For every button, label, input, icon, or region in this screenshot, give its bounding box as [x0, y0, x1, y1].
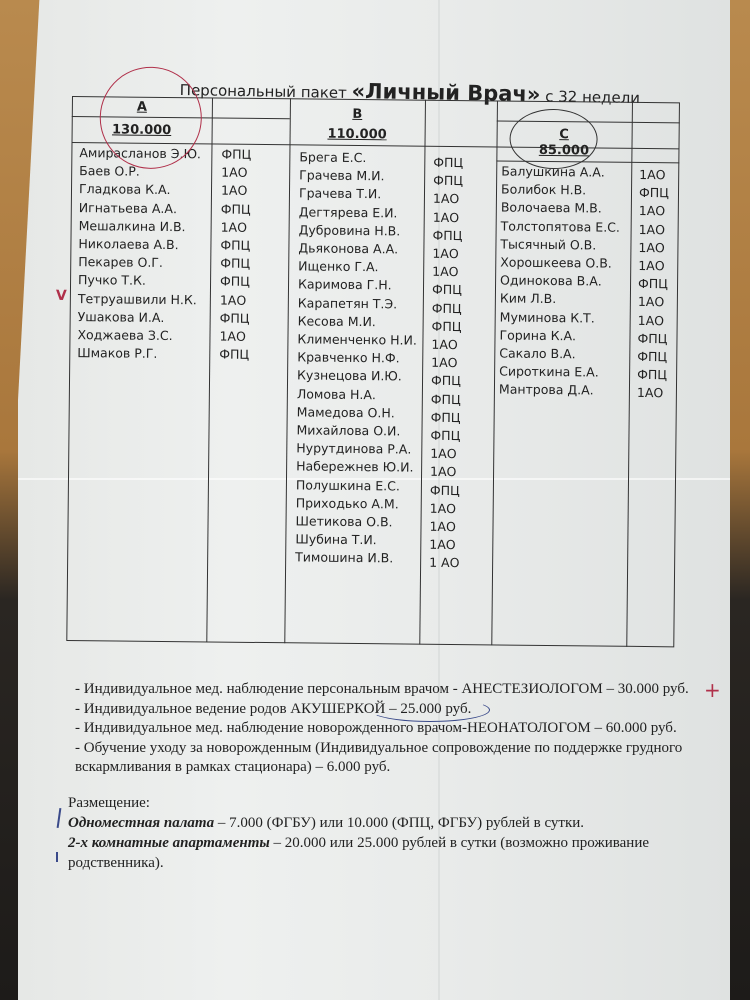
package-a-doctor-list [77, 144, 201, 364]
doctor-name: Полушкина Е.С. [295, 477, 400, 494]
package-b-price: 110.000 [327, 126, 387, 143]
package-b-letter: B [352, 106, 363, 123]
doctor-name: Дубровина Н.В. [298, 222, 401, 239]
department-code: ФПЦ [220, 237, 251, 253]
department-code: 1АО [431, 355, 458, 371]
doctor-name: Пучко Т.К. [77, 272, 146, 289]
doctor-name: Сироткина Е.А. [499, 363, 599, 380]
department-code: 1АО [638, 203, 666, 219]
doctor-name: Шубина Т.И. [295, 531, 377, 548]
department-code: ФПЦ [638, 185, 669, 201]
department-code: 1АО [429, 500, 457, 516]
department-code: 1АО [432, 191, 460, 207]
doctor-name: Приходько А.М. [295, 495, 399, 512]
single-room-label: Одноместная палата [68, 815, 215, 831]
doctor-name: Баев О.Р. [79, 163, 140, 179]
doctor-name: Дьяконова А.А. [298, 240, 399, 257]
doctor-name: Каримова Г.Н. [297, 276, 392, 293]
department-code: ФПЦ [219, 273, 251, 290]
department-code: ФПЦ [429, 482, 460, 498]
doctor-name: Амирасланов Э.Ю. [79, 145, 202, 162]
department-code: ФПЦ [431, 318, 462, 334]
doctor-name: Шмаков Р.Г. [77, 345, 158, 362]
department-code: ФПЦ [431, 300, 462, 316]
package-b-doctor-list [295, 148, 419, 568]
department-code: 1АО [431, 336, 458, 353]
doctor-name: Тысячный О.В. [500, 236, 597, 253]
department-code: 1АО [221, 164, 248, 181]
department-code: ФПЦ [430, 427, 461, 444]
package-c-price: 85.000 [538, 142, 590, 159]
doctor-name: Кравченко Н.Ф. [297, 349, 400, 366]
doctor-name: Мамедова О.Н. [296, 404, 395, 421]
doctor-name: Клименченко Н.И. [297, 331, 417, 348]
doctor-name: Брега Е.С. [299, 149, 367, 166]
single-room-price: – 7.000 (ФГБУ) или 10.000 (ФПЦ, ФГБУ) рублей в сутки. [214, 815, 585, 831]
doctor-name: Тетруашвили Н.К. [77, 290, 197, 307]
doctor-name: Хорошкеева О.В. [500, 254, 612, 271]
department-code: ФПЦ [433, 172, 464, 189]
doctor-name: Балушкина А.А. [501, 163, 605, 180]
doctor-name: Ломова Н.А. [296, 386, 377, 402]
doctor-name: Мантрова Д.А. [498, 381, 594, 398]
doctor-name: Муминова К.Т. [499, 309, 595, 326]
doctor-name: Грачева Т.И. [298, 185, 382, 202]
package-a-price: 130.000 [111, 122, 172, 139]
package-c-letter: C [559, 127, 569, 143]
service-anesthesiologist: - Индивидуальное мед. наблюдение персональным врачом - АНЕСТЕЗИОЛОГОМ – 30.000 руб. [75, 681, 689, 697]
doctor-name: Кузнецова И.Ю. [297, 367, 402, 384]
title-brand: «Личный Врач» [351, 78, 541, 107]
department-code: 1 АО [429, 555, 460, 571]
handwritten-plus-icon: + [704, 678, 721, 702]
department-code: 1АО [638, 239, 665, 256]
additional-services [75, 680, 725, 778]
department-code: ФПЦ [430, 373, 461, 389]
department-code: 1АО [636, 385, 664, 401]
package-c-code-list [637, 166, 669, 403]
service-newborn-care: - Обучение уходу за новорожденным (Индивидуальное сопровождение по поддержке грудного [75, 739, 683, 756]
doctor-name: Игнатьева А.А. [78, 199, 178, 216]
department-code: 1АО [638, 221, 666, 237]
doctor-name: Карапетян Т.Э. [297, 295, 398, 312]
doctor-name: Мешалкина И.В. [78, 217, 186, 235]
department-code: 1АО [219, 328, 246, 344]
department-code: 1АО [637, 294, 665, 310]
department-code: 1АО [432, 264, 459, 280]
doctor-name: Шетикова О.В. [295, 513, 393, 530]
doctor-name: Толстопятова Е.С. [500, 218, 621, 235]
accommodation-heading: Размещение: [68, 795, 150, 811]
doctor-name: Кесова М.И. [297, 313, 376, 330]
doctor-name: Ходжаева З.С. [77, 327, 173, 344]
department-code: ФПЦ [430, 391, 461, 407]
doctors-table [55, 96, 680, 647]
department-code: 1АО [430, 464, 457, 480]
doctor-name: Ищенко Г.А. [298, 258, 379, 275]
department-code: ФПЦ [637, 348, 668, 365]
doctor-name: Гладкова К.А. [78, 181, 171, 198]
handwritten-checkmark-icon: V [55, 287, 67, 304]
package-b-code-list [429, 154, 464, 573]
apartment-price: – 20.000 или 25.000 рублей в сутки (возможно проживание [269, 835, 650, 851]
department-code: ФПЦ [637, 276, 669, 292]
doctor-name: Николаева А.В. [78, 236, 179, 253]
doctor-name: Тимошина И.В. [295, 549, 394, 566]
department-code: ФПЦ [220, 201, 251, 217]
handwritten-circle-dark [509, 109, 598, 170]
title-suffix: с 32 недели [540, 87, 641, 108]
doctor-name: Ким Л.В. [499, 290, 557, 307]
department-code: 1АО [637, 312, 665, 328]
department-code: 1АО [432, 245, 459, 262]
department-code: ФПЦ [431, 282, 462, 298]
apartment-price-cont: родственника). [68, 855, 164, 871]
package-c-doctor-list [499, 162, 621, 400]
department-code: 1АО [430, 446, 457, 462]
department-code: 1АО [429, 518, 456, 535]
service-newborn-care-cont: вскармливания в рамках стационара) – 6.000 руб. [75, 759, 391, 775]
doctor-name: Дегтярева Е.И. [298, 203, 398, 221]
department-code: ФПЦ [221, 146, 252, 162]
department-code: 1АО [429, 537, 456, 553]
department-code: ФПЦ [430, 409, 461, 425]
doctor-name: Ушакова И.А. [77, 308, 165, 325]
doctor-name: Набережнев Ю.И. [296, 458, 414, 476]
doctor-name: Нурутдинова Р.А. [296, 440, 412, 457]
doctor-name: Михайлова О.И. [296, 422, 401, 439]
doctor-name: Волочаева М.В. [500, 199, 602, 216]
handwritten-circle-blue [370, 698, 490, 722]
doctor-name: Болибок Н.В. [500, 181, 587, 198]
department-code: 1АО [220, 219, 248, 235]
department-code: ФПЦ [220, 255, 251, 272]
department-code: ФПЦ [219, 346, 250, 363]
department-code: 1АО [638, 257, 665, 274]
doctor-name: Горина К.А. [499, 327, 577, 344]
doctor-name: Сакало В.А. [499, 345, 576, 362]
department-code: ФПЦ [432, 227, 463, 243]
department-code: ФПЦ [433, 154, 464, 171]
department-code: ФПЦ [637, 330, 668, 347]
department-code: 1АО [220, 182, 248, 199]
doctor-name: Пекарев О.Г. [78, 254, 164, 271]
package-a-letter: A [136, 99, 147, 115]
department-code: 1АО [432, 209, 460, 225]
package-a-code-list [219, 146, 251, 365]
doctor-name: Одинокова В.А. [500, 272, 602, 289]
department-code: ФПЦ [637, 367, 668, 383]
doctor-name: Грачева М.И. [299, 167, 385, 184]
department-code: 1АО [219, 292, 247, 308]
service-neonatologist: - Индивидуальное мед. наблюдение новорожденного врачом-НЕОНАТОЛОГОМ – 60.000 руб. [75, 720, 677, 736]
accommodation-section [68, 793, 728, 873]
department-code: ФПЦ [219, 310, 250, 326]
department-code: 1АО [639, 166, 666, 183]
title-prefix: Персональный пакет [179, 80, 352, 102]
apartment-label: 2-х комнатные апартаменты [68, 835, 270, 851]
handwritten-stroke [56, 852, 58, 862]
service-midwife: - Индивидуальное ведение родов АКУШЕРКОЙ – 25.000 руб. [75, 700, 472, 717]
